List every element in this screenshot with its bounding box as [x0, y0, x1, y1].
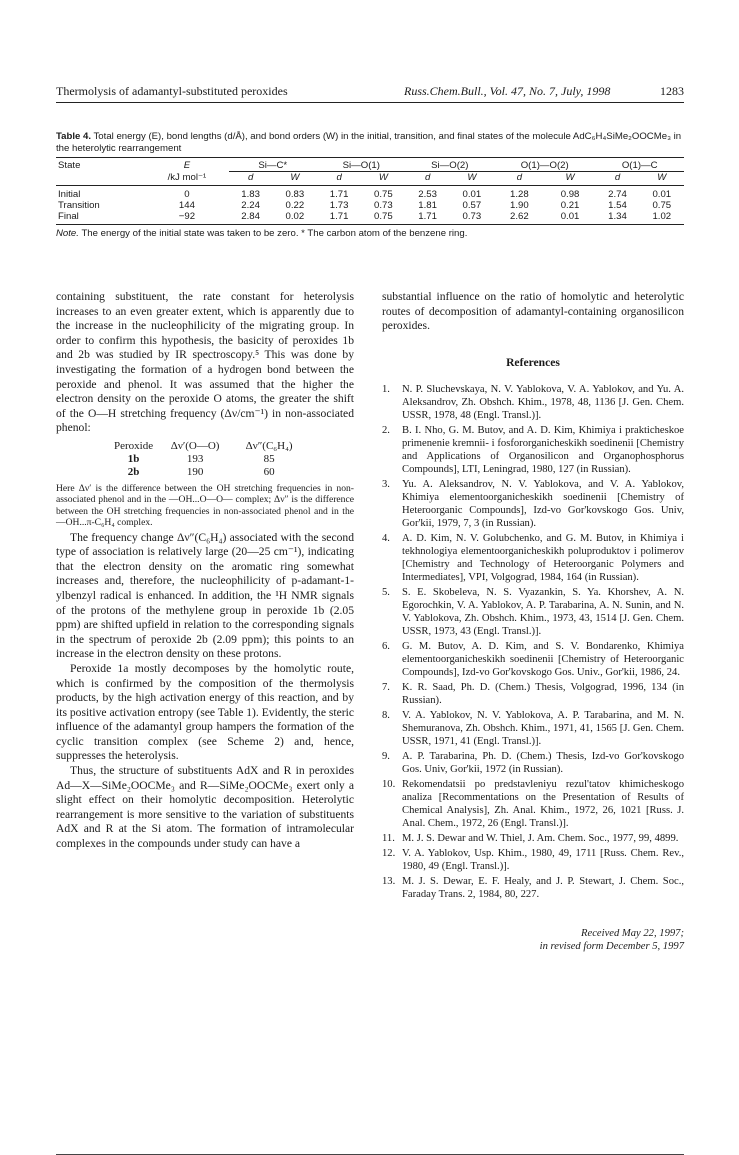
ir-note: Here Δν′ is the difference between the OH stretching frequencies in non-associated phenol and in the —OH...O—O— complex; Δν″ is the difference between the OH stretching frequencies in non-associated phenol and in the —OH...π-C₆H₄ complex. [56, 482, 354, 529]
col-group-o1-o2: O(1)—O(2) [494, 158, 595, 172]
cell: 1.83 [241, 189, 260, 200]
cell: 0.01 [652, 189, 672, 200]
table-row [56, 186, 684, 201]
col-group-si-c: Si—C* [229, 158, 318, 172]
cell: 1.28 [510, 189, 529, 200]
col-state-header: State [56, 158, 145, 172]
col-group-si-o2: Si—O(2) [406, 158, 495, 172]
table-caption-text: Total energy (E), bond lengths (d/Å), and bond orders (W) in the initial, transition, and final states of the molecule AdC₆H₄SiMe₂OOCMe₃ in the heterolytic rearrangement [56, 131, 682, 154]
ir-shift-table [114, 440, 311, 479]
cell: 2.53 [418, 189, 437, 200]
cell: 0.22 [285, 200, 305, 211]
reference-item: 9. A. P. Tarabarina, Ph. D. (Chem.) Thesis, Izd-vo Gor'kovskogo Gos. Univ, Gor'kii, 1972 (in Russian). [382, 750, 684, 775]
table-row [56, 211, 684, 225]
row-state: Transition [58, 200, 100, 211]
cell: 1.71 [317, 211, 361, 225]
reference-item: 3. Yu. A. Aleksandrov, N. V. Yablokova, and V. A. Yablokov, Khimiya elementoorganicheskikh soedinenii [Chemistry of Heteroorganic Compounds], Izd-vo Gor'kovskogo Gos. Univ, Gor'kii, 1979, 7, 3 (in Russian). [382, 478, 684, 529]
cell: 0.01 [545, 211, 596, 225]
col-energy-header: E [145, 158, 228, 172]
cell: 0.73 [450, 211, 494, 225]
right-column [382, 290, 684, 953]
col-group-o1-c: O(1)—C [595, 158, 684, 172]
journal-citation: Russ.Chem.Bull., Vol. 47, No. 7, July, 1998 [404, 84, 611, 98]
reference-item: 13. M. J. S. Dewar, E. F. Healy, and J. P. Stewart, J. Chem. Soc., Faraday Trans. 2, 1984, 80, 227. [382, 875, 684, 900]
cell: 0.73 [374, 200, 393, 211]
table-note-label: Note. [56, 228, 79, 239]
cell: 1.90 [510, 200, 529, 211]
row-state: Final [56, 211, 145, 225]
sub-w: W [640, 172, 684, 186]
row-energy: 144 [178, 200, 195, 211]
sub-w: W [545, 172, 596, 186]
reference-item: 6. G. M. Butov, A. D. Kim, and S. V. Bondarenko, Khimiya elementoorganicheskikh soedinenii [Chemistry of Heteroorganic Compounds], Izd-vo Gor'kovskogo Gos. Univ., Gor'kii, 1986, 24. [382, 640, 684, 678]
energy-bond-table [56, 157, 684, 225]
table-caption [56, 131, 684, 155]
reference-item: 8. V. A. Yablokov, N. V. Yablokova, A. P. Tarabarina, and M. N. Shemuranova, Zh. Obshch. Khim., 1971, 41, 1565 [J. Gen. Chem. USSR, 1971, 41 (Engl. Transl.)]. [382, 709, 684, 747]
ir-row-compound: 1b [127, 452, 140, 465]
sub-w: W [450, 172, 494, 186]
cell: 0.75 [652, 200, 672, 211]
cell: 0.75 [374, 189, 393, 200]
cell: 1.73 [329, 200, 349, 211]
reference-item: 5. S. E. Skobeleva, N. S. Vyazankin, S. Ya. Khorshev, A. N. Egorochkin, V. A. Yablokov, A. P. Tarabarina, A. N. Sunin, and N. V. Yablokova, Zh. Obshch. Khim., 1973, 43, 1514 [J. Gen. Chem. USSR, 1973, 43 (Engl. Transl.)]. [382, 586, 684, 637]
sub-d: d [494, 172, 545, 186]
cell: 0.83 [285, 189, 305, 200]
table-note-text: The energy of the initial state was taken to be zero. * The carbon atom of the benzene ring. [81, 228, 468, 239]
ir-header-c6h4: Δν″(C₆H₄) [245, 439, 293, 452]
cell: 2.62 [494, 211, 545, 225]
ir-row-value: 60 [263, 465, 275, 478]
table-label: Table 4. [56, 131, 92, 142]
ir-header-peroxide: Peroxide [114, 439, 154, 452]
reference-item: 2. B. I. Nho, G. M. Butov, and A. D. Kim, Khimiya i prakticheskoe primenenie kremnii- i fosfororganicheskikh soedinenii [Chemistry and Applications of Organosilicon and Organophosphorus Compounds], LTI, Leningrad, 1980, 127 (in Russian). [382, 424, 684, 475]
cell: 1.71 [406, 211, 450, 225]
sub-d: d [229, 172, 273, 186]
ir-row-value: 193 [186, 452, 204, 465]
cell: 1.71 [329, 189, 349, 200]
paragraph: Thus, the structure of substituents AdX and R in peroxides Ad—X—SiMe₂OOCMe₃ and R—SiMe₂OOCMe₃ exert only a slight effect on their homolytic decomposition. Heterolytic rearrangement is more sensitive to the variation of substituents AdX and R at the Si atom. The formation of intramolecular complexes in the compounds under study can have a [56, 764, 354, 851]
cell: 0.75 [361, 211, 405, 225]
cell: 0.57 [462, 200, 482, 211]
cell: 1.81 [418, 200, 437, 211]
cell: 0.02 [273, 211, 317, 225]
reference-item: 12. V. A. Yablokov, Usp. Khim., 1980, 49, 1711 [Russ. Chem. Rev., 1980, 49 (Engl. Transl.)]. [382, 847, 684, 872]
row-energy: −92 [145, 211, 228, 225]
paragraph: substantial influence on the ratio of homolytic and heterolytic routes of decomposition of adamantyl-containing organosilicon peroxides. [382, 290, 684, 333]
sub-d: d [317, 172, 361, 186]
sub-w: W [273, 172, 317, 186]
cell: 2.84 [229, 211, 273, 225]
col-state-subheader [56, 172, 145, 186]
reference-item: 1. N. P. Sluchevskaya, N. V. Yablokova, V. A. Yablokov, and Yu. A. Aleksandrov, Zh. Obshch. Khim., 1978, 48, 1136 [J. Gen. Chem. USSR, 1978, 48 (Engl. Transl.)]. [382, 383, 684, 421]
cell: 1.02 [640, 211, 684, 225]
cell: 2.24 [241, 200, 260, 211]
reference-list [382, 383, 684, 901]
paragraph: The frequency change Δν″(C₆H₄) associated with the second type of association is relatively large (20—25 cm⁻¹), indicating that the electron density on the aromatic ring somewhat increases and, therefore, the nucleophilicity of p-adamant-1-ylbenzyl radical is enhanced. In addition, the ¹H NMR signals of the protons of the methylene group in peroxide 1b (2.05 ppm) are shifted upfield in relation to the corresponding signals in the spectrum of peroxide 2b (2.09 ppm); this points to an increase in the electron density on these protons. [56, 530, 354, 661]
cell: 2.74 [608, 189, 627, 200]
cell: 1.54 [608, 200, 627, 211]
table-note [56, 228, 684, 239]
col-group-si-o1: Si—O(1) [317, 158, 406, 172]
paragraph: containing substituent, the rate constant for heterolysis increases to an even greater extent, which is apparently due to the increase in the nucleophilicity of the migrating group. In order to confirm this hypothesis, the basicity of peroxides 1b and 2b was studied by IR spectroscopy.⁵ This was done by investigating the formation of a hydrogen bond between the peroxide and phenol. It was assumed that the higher the electron density on the peroxide O atoms, the greater the shift of the O—H stretching frequency (Δν/cm⁻¹) in non-associated phenol: [56, 290, 354, 435]
reference-item: 11. M. J. S. Dewar and W. Thiel, J. Am. Chem. Soc., 1977, 99, 4899. [382, 832, 679, 844]
received-date: Received May 22, 1997; [581, 927, 684, 939]
page-number: 1283 [660, 84, 684, 98]
reference-item: 7. K. R. Saad, Ph. D. (Chem.) Thesis, Volgograd, 1996, 134 (in Russian). [382, 681, 684, 706]
references-heading: References [506, 355, 560, 369]
running-header [56, 84, 684, 102]
cell: 1.34 [595, 211, 639, 225]
cell: 0.98 [560, 189, 580, 200]
table-row [56, 200, 684, 211]
row-state: Initial [58, 189, 81, 200]
left-column [56, 290, 354, 852]
received-dates [382, 927, 684, 953]
paragraph: Peroxide 1a mostly decomposes by the homolytic route, which is confirmed by the composition of the thermolysis products, by the high activation energy of this reaction, and by its positive activation entropy (see Table 1). Evidently, the steric influence of the adamantyl group hampers the formation of the cyclic transition complex (see Scheme 2) and, hence, suppresses the heterolysis. [56, 661, 354, 763]
reference-item: 10. Rekomendatsii po predstavleniyu rezul'tatov khimicheskogo analiza [Recommentations on the Presentation of Results of Chemical Analysis], Zh. Anal. Khim., 1972, 26, 1021 [Russ. J. Anal. Chem., 1972, 26 (Engl. Transl.)]. [382, 778, 684, 829]
sub-d: d [595, 172, 639, 186]
col-energy-unit: /kJ mol⁻¹ [145, 172, 228, 186]
cell: 0.01 [462, 189, 482, 200]
ir-header-oo: Δν′(O—O) [170, 439, 220, 452]
ir-row-compound: 2b [127, 465, 140, 478]
reference-item: 4. A. D. Kim, N. V. Golubchenko, and G. M. Butov, in Khimiya i tekhnologiya elementoorganicheskikh poluproduktov i polimerov [Chemistry and Technology of Heteroorganic Polymers and Intermediates], VPI, Volgograd, 1984, 164 (in Russian). [382, 532, 684, 583]
cell: 0.21 [560, 200, 580, 211]
running-title: Thermolysis of adamantyl-substituted peroxides [56, 84, 288, 98]
header-rule [56, 102, 684, 103]
ir-row-value: 190 [186, 465, 204, 478]
row-energy: 0 [184, 189, 190, 200]
revised-date: in revised form December 5, 1997 [539, 940, 684, 952]
ir-row-value: 85 [263, 452, 275, 465]
sub-w: W [361, 172, 405, 186]
sub-d: d [406, 172, 450, 186]
journal-page [56, 84, 684, 952]
